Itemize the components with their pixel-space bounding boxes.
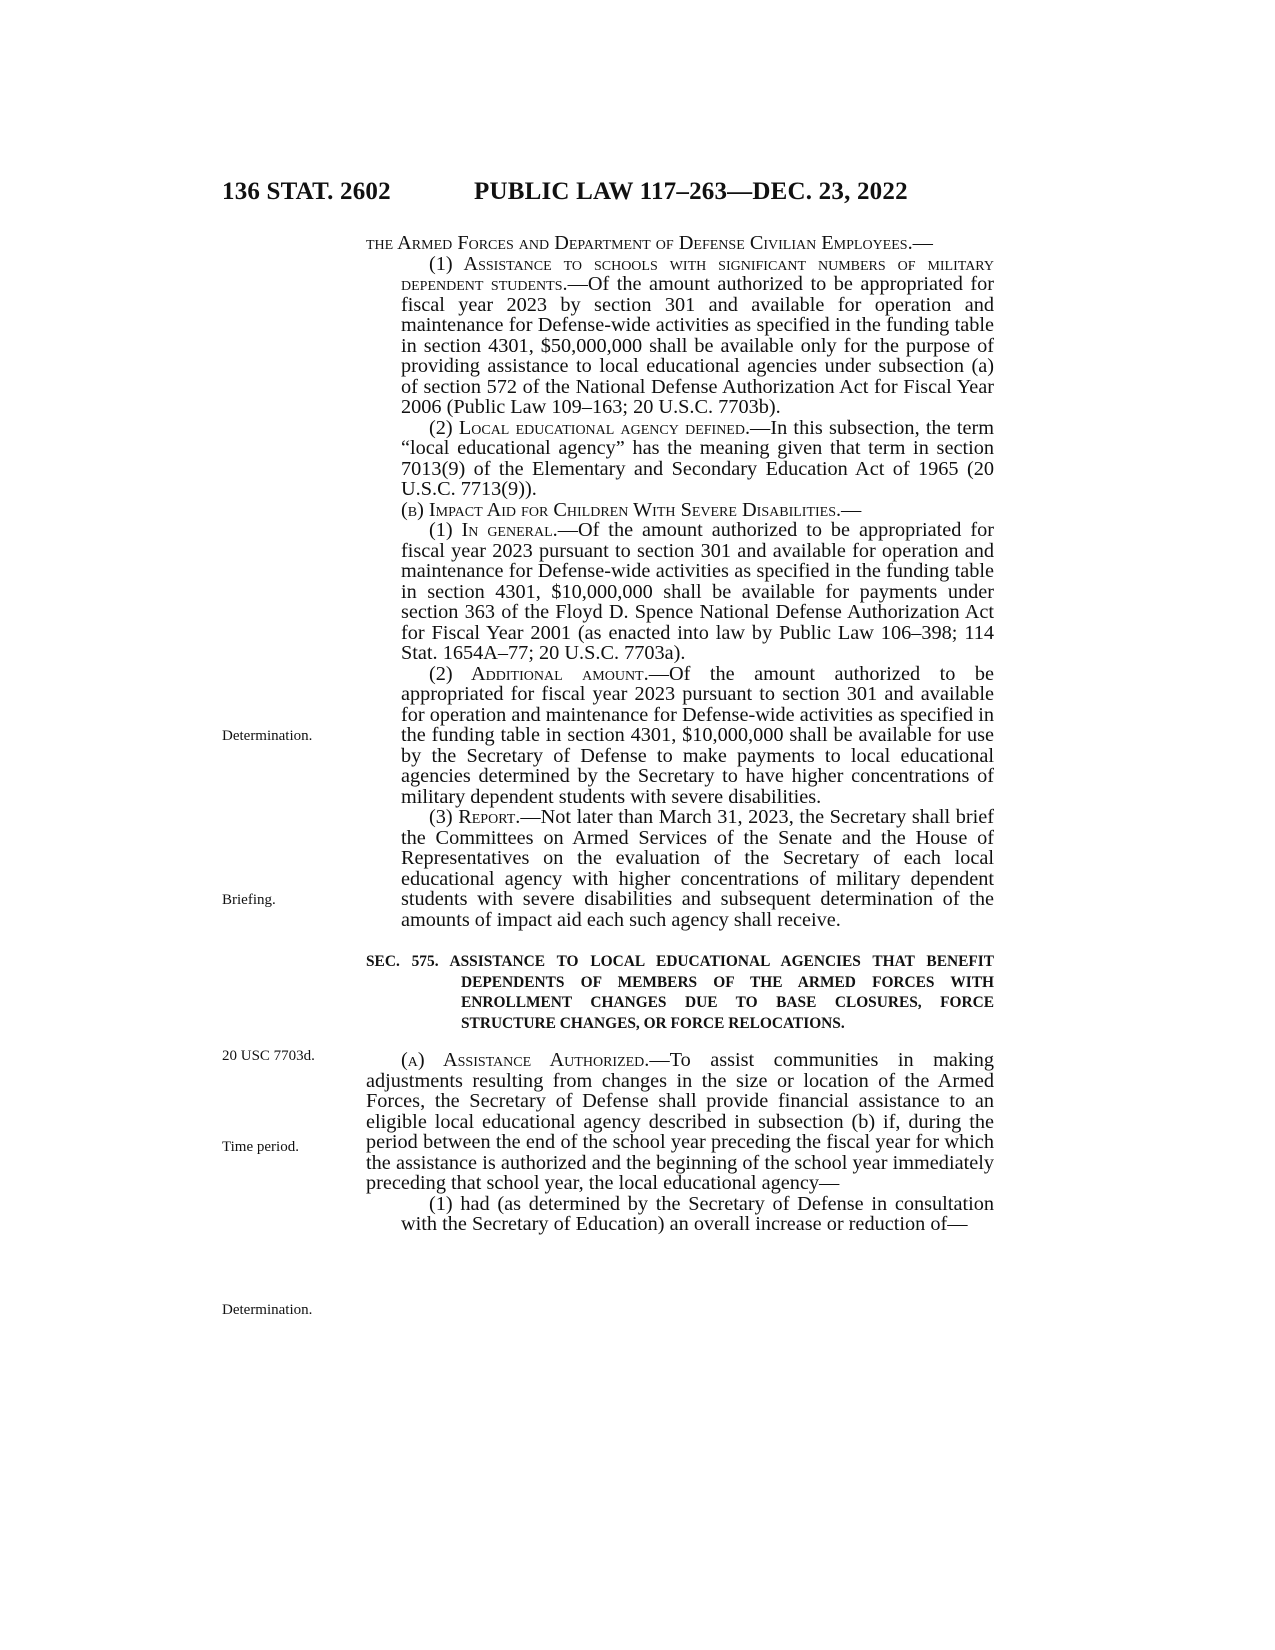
paragraph-b2 (366, 664, 994, 808)
paragraph-a1: (1) had (as determined by the Secretary of Defense in consultation with the Secretary of Education) an overall increase or reduction of— (401, 1192, 994, 1235)
section-575-heading: SEC. 575. ASSISTANCE TO LOCAL EDUCATIONAL AGENCIES THAT BENEFIT DEPENDENTS OF MEMBERS OF THE ARMED FORCES WITH ENROLLMENT CHANGES DUE TO BASE CLOSURES, FORCE STRUCTURE CHANGES, OR FORCE RELOCATIONS. (366, 953, 994, 1032)
paragraph-b3 (366, 807, 994, 930)
paragraph-1-text: —Of the amount authorized to be appropriated for fiscal year 2023 by section 301 and available for operation and maintenance for Defense-wide activities as specified in the funding table in section 4301, $50,000,000 shall be available only for the purpose of providing assistance to local educational agencies under subsection (a) of section 572 of the National Defense Authorization Act for Fiscal Year 2006 (Public Law 109–163; 20 U.S.C. 7703b). (401, 273, 994, 418)
subsection-a (366, 1050, 994, 1194)
public-law-title: PUBLIC LAW 117–263—DEC. 23, 2022 (474, 178, 908, 205)
margin-note-briefing: Briefing. (222, 892, 276, 908)
paragraph-b3-text: —Not later than March 31, 2023, the Secretary shall brief the Committees on Armed Services of the Senate and the House of Representatives on the evaluation of the Secretary of each local educational agency with higher concentrations of military dependent students with severe disabilities and subsequent determination of the amounts of impact aid each such agency shall receive. (401, 806, 994, 931)
subsection-a-heading: (a) Assistance Authorized. (401, 1049, 650, 1071)
paragraph-b1-text: —Of the amount authorized to be appropriated for fiscal year 2023 pursuant to section 301 and available for operation and maintenance for Defense-wide activities as specified in the funding table in section 4301, $10,000,000 shall be available for payments under section 363 of the Floyd D. Spence National Defense Authorization Act for Fiscal Year 2001 (as enacted into law by Public Law 106–398; 114 Stat. 1654A–77; 20 U.S.C. 7703a). (401, 519, 994, 664)
paragraph-b1 (366, 520, 994, 664)
paragraph-b3-heading: (3) Report. (429, 806, 521, 828)
subsection-a-text: —To assist communities in making adjustments resulting from changes in the size or location of the Armed Forces, the Secretary of Defense shall provide financial assistance to an eligible local educational agency described in subsection (b) if, during the period between the end of the school year preceding the fiscal year for which the assistance is authorized and the beginning of the school year immediately preceding that school year, the local educational agency— (366, 1049, 994, 1194)
subsection-heading-continued: the Armed Forces and Department of Defense Civilian Employees.— (366, 232, 933, 254)
paragraph-b1-heading: (1) In general. (429, 519, 558, 541)
subsection-b-heading: (b) Impact Aid for Children With Severe Disabilities.— (401, 498, 862, 521)
margin-note-usc-citation: 20 USC 7703d. (222, 1048, 315, 1064)
paragraph-1 (366, 254, 994, 418)
paragraph-b2-heading: (2) Additional amount. (429, 662, 649, 685)
document-body (366, 233, 994, 1235)
paragraph-2-heading: (2) Local educational agency defined. (429, 416, 751, 439)
margin-note-determination: Determination. (222, 728, 313, 744)
margin-note-time-period: Time period. (222, 1139, 299, 1155)
statute-page-number: 136 STAT. 2602 (222, 178, 391, 205)
margin-note-determination-2: Determination. (222, 1302, 313, 1318)
paragraph-2 (366, 418, 994, 500)
paragraph-2-text: —In this subsection, the term “local educational agency” has the meaning given that term in section 7013(9) of the Elementary and Secondary Education Act of 1965 (20 U.S.C. 7713(9)). (401, 416, 994, 500)
paragraph-1-heading: (1) Assistance to schools with significant numbers of military dependent students. (401, 252, 994, 295)
paragraph-b2-text: —Of the amount authorized to be appropriated for fiscal year 2023 pursuant to section 301 and available for operation and maintenance for Defense-wide activities as specified in the funding table in section 4301, $10,000,000 shall be available for use by the Secretary of Defense to make payments to local educational agencies determined by the Secretary to have higher concentrations of military dependent students with severe disabilities. (401, 662, 995, 808)
